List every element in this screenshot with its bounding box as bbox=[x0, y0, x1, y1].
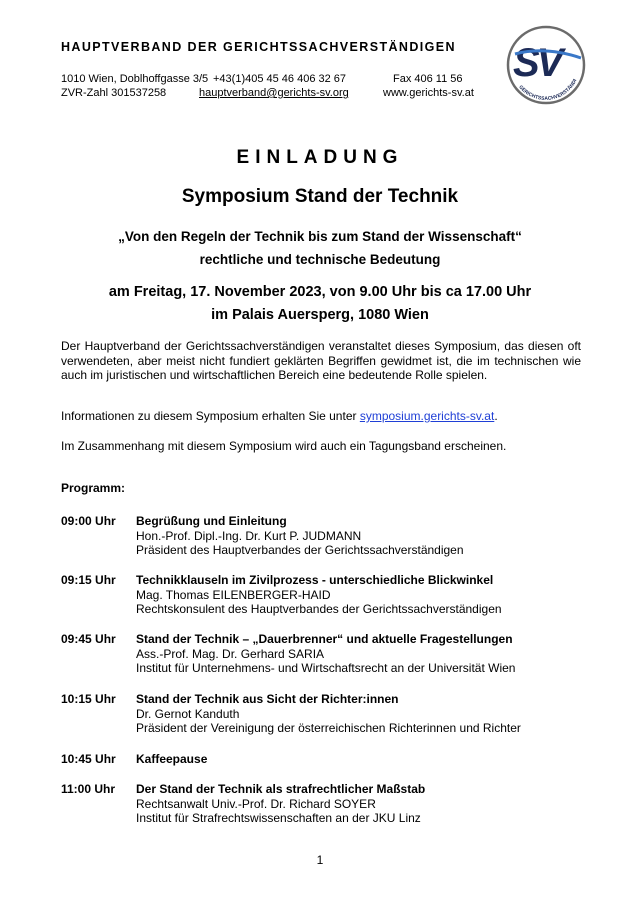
intro-paragraph: Der Hauptverband der Gerichtssachverständigen veranstaltet dieses Symposium, das diesen oft verwendeten, aber meist nicht fundiert geklärten Begriffen gewidmet ist, die im technischen wie auch im juristischen und wirtschaftlichen Bereich eine bedeutende Rolle spielen. bbox=[61, 339, 581, 382]
event-location: im Palais Auersperg, 1080 Wien bbox=[211, 307, 429, 323]
page-number: 1 bbox=[316, 853, 324, 867]
logo-ring-text: GERICHTSSACHVERSTÄNDI bbox=[517, 78, 579, 102]
program-heading: Programm: bbox=[61, 481, 126, 495]
website: www.gerichts-sv.at bbox=[383, 87, 474, 99]
program-affiliation: Präsident der Vereinigung der österreichischen Richterinnen und Richter bbox=[136, 721, 521, 735]
sv-logo bbox=[505, 24, 587, 106]
info-suffix: . bbox=[494, 409, 498, 423]
info-paragraph bbox=[61, 409, 498, 423]
program-time: 09:45 Uhr bbox=[61, 632, 116, 646]
program-speaker: Hon.-Prof. Dipl.-Ing. Dr. Kurt P. JUDMANN bbox=[136, 528, 362, 543]
address: 1010 Wien, Doblhoffgasse 3/5 bbox=[61, 73, 209, 85]
program-time: 09:15 Uhr bbox=[61, 573, 116, 587]
program-title: Stand der Technik aus Sicht der Richter:innen bbox=[136, 692, 399, 706]
zvr-number: ZVR-Zahl 301537258 bbox=[61, 87, 167, 99]
phone: +43(1)405 45 46 406 32 67 bbox=[213, 73, 347, 85]
event-date: am Freitag, 17. November 2023, von 9.00 Uhr bis ca 17.00 Uhr bbox=[108, 284, 532, 300]
subtitle-quote: „Von den Regeln der Technik bis zum Stand der Wissenschaft“ bbox=[118, 229, 522, 244]
email-link[interactable]: hauptverband@gerichts-sv.org bbox=[199, 87, 349, 99]
program-title: Technikklauseln im Zivilprozess - unterschiedliche Blickwinkel bbox=[136, 573, 494, 587]
contact-line-1 bbox=[61, 73, 463, 85]
symposium-title: Symposium Stand der Technik bbox=[181, 186, 459, 207]
logo-letters: SV bbox=[513, 41, 561, 85]
contact-line-2 bbox=[61, 87, 474, 99]
symposium-link[interactable]: symposium.gerichts-sv.at bbox=[359, 409, 495, 423]
fax: Fax 406 11 56 bbox=[393, 73, 463, 85]
invitation-heading: EINLADUNG bbox=[236, 147, 404, 168]
program-time: 10:45 Uhr bbox=[61, 752, 116, 766]
organization-name: HAUPTVERBAND DER GERICHTSSACHVERSTÄNDIGEN bbox=[61, 40, 456, 54]
subtitle-meaning: rechtliche und technische Bedeutung bbox=[199, 252, 441, 267]
info-prefix: Informationen zu diesem Symposium erhalten Sie unter bbox=[61, 409, 357, 423]
program-time: 11:00 Uhr bbox=[61, 782, 116, 796]
program-affiliation: Institut für Strafrechtswissenschaften an der JKU Linz bbox=[136, 811, 421, 825]
tagungsband-note: Im Zusammenhang mit diesem Symposium wird auch ein Tagungsband erscheinen. bbox=[61, 439, 507, 453]
program-time: 09:00 Uhr bbox=[61, 514, 116, 528]
program-time: 10:15 Uhr bbox=[61, 692, 116, 706]
program-title: Begrüßung und Einleitung bbox=[136, 514, 287, 528]
program-title: Stand der Technik – „Dauerbrenner“ und aktuelle Fragestellungen bbox=[136, 632, 513, 646]
program-title: Der Stand der Technik als strafrechtlicher Maßstab bbox=[136, 782, 426, 796]
program-affiliation: Präsident des Hauptverbandes der Gerichtssachverständigen bbox=[136, 543, 464, 557]
program-affiliation: Institut für Unternehmens- und Wirtschaftsrecht an der Universität Wien bbox=[136, 661, 516, 675]
program-speaker: Mag. Thomas EILENBERGER-HAID bbox=[136, 587, 331, 602]
program-affiliation: Rechtskonsulent des Hauptverbandes der Gerichtssachverständigen bbox=[136, 602, 502, 616]
program-speaker: Rechtsanwalt Univ.-Prof. Dr. Richard SOYER bbox=[136, 796, 376, 811]
program-speaker: Ass.-Prof. Mag. Dr. Gerhard SARIA bbox=[136, 646, 325, 661]
program-title: Kaffeepause bbox=[136, 752, 208, 766]
program-speaker: Dr. Gernot Kanduth bbox=[136, 706, 240, 721]
